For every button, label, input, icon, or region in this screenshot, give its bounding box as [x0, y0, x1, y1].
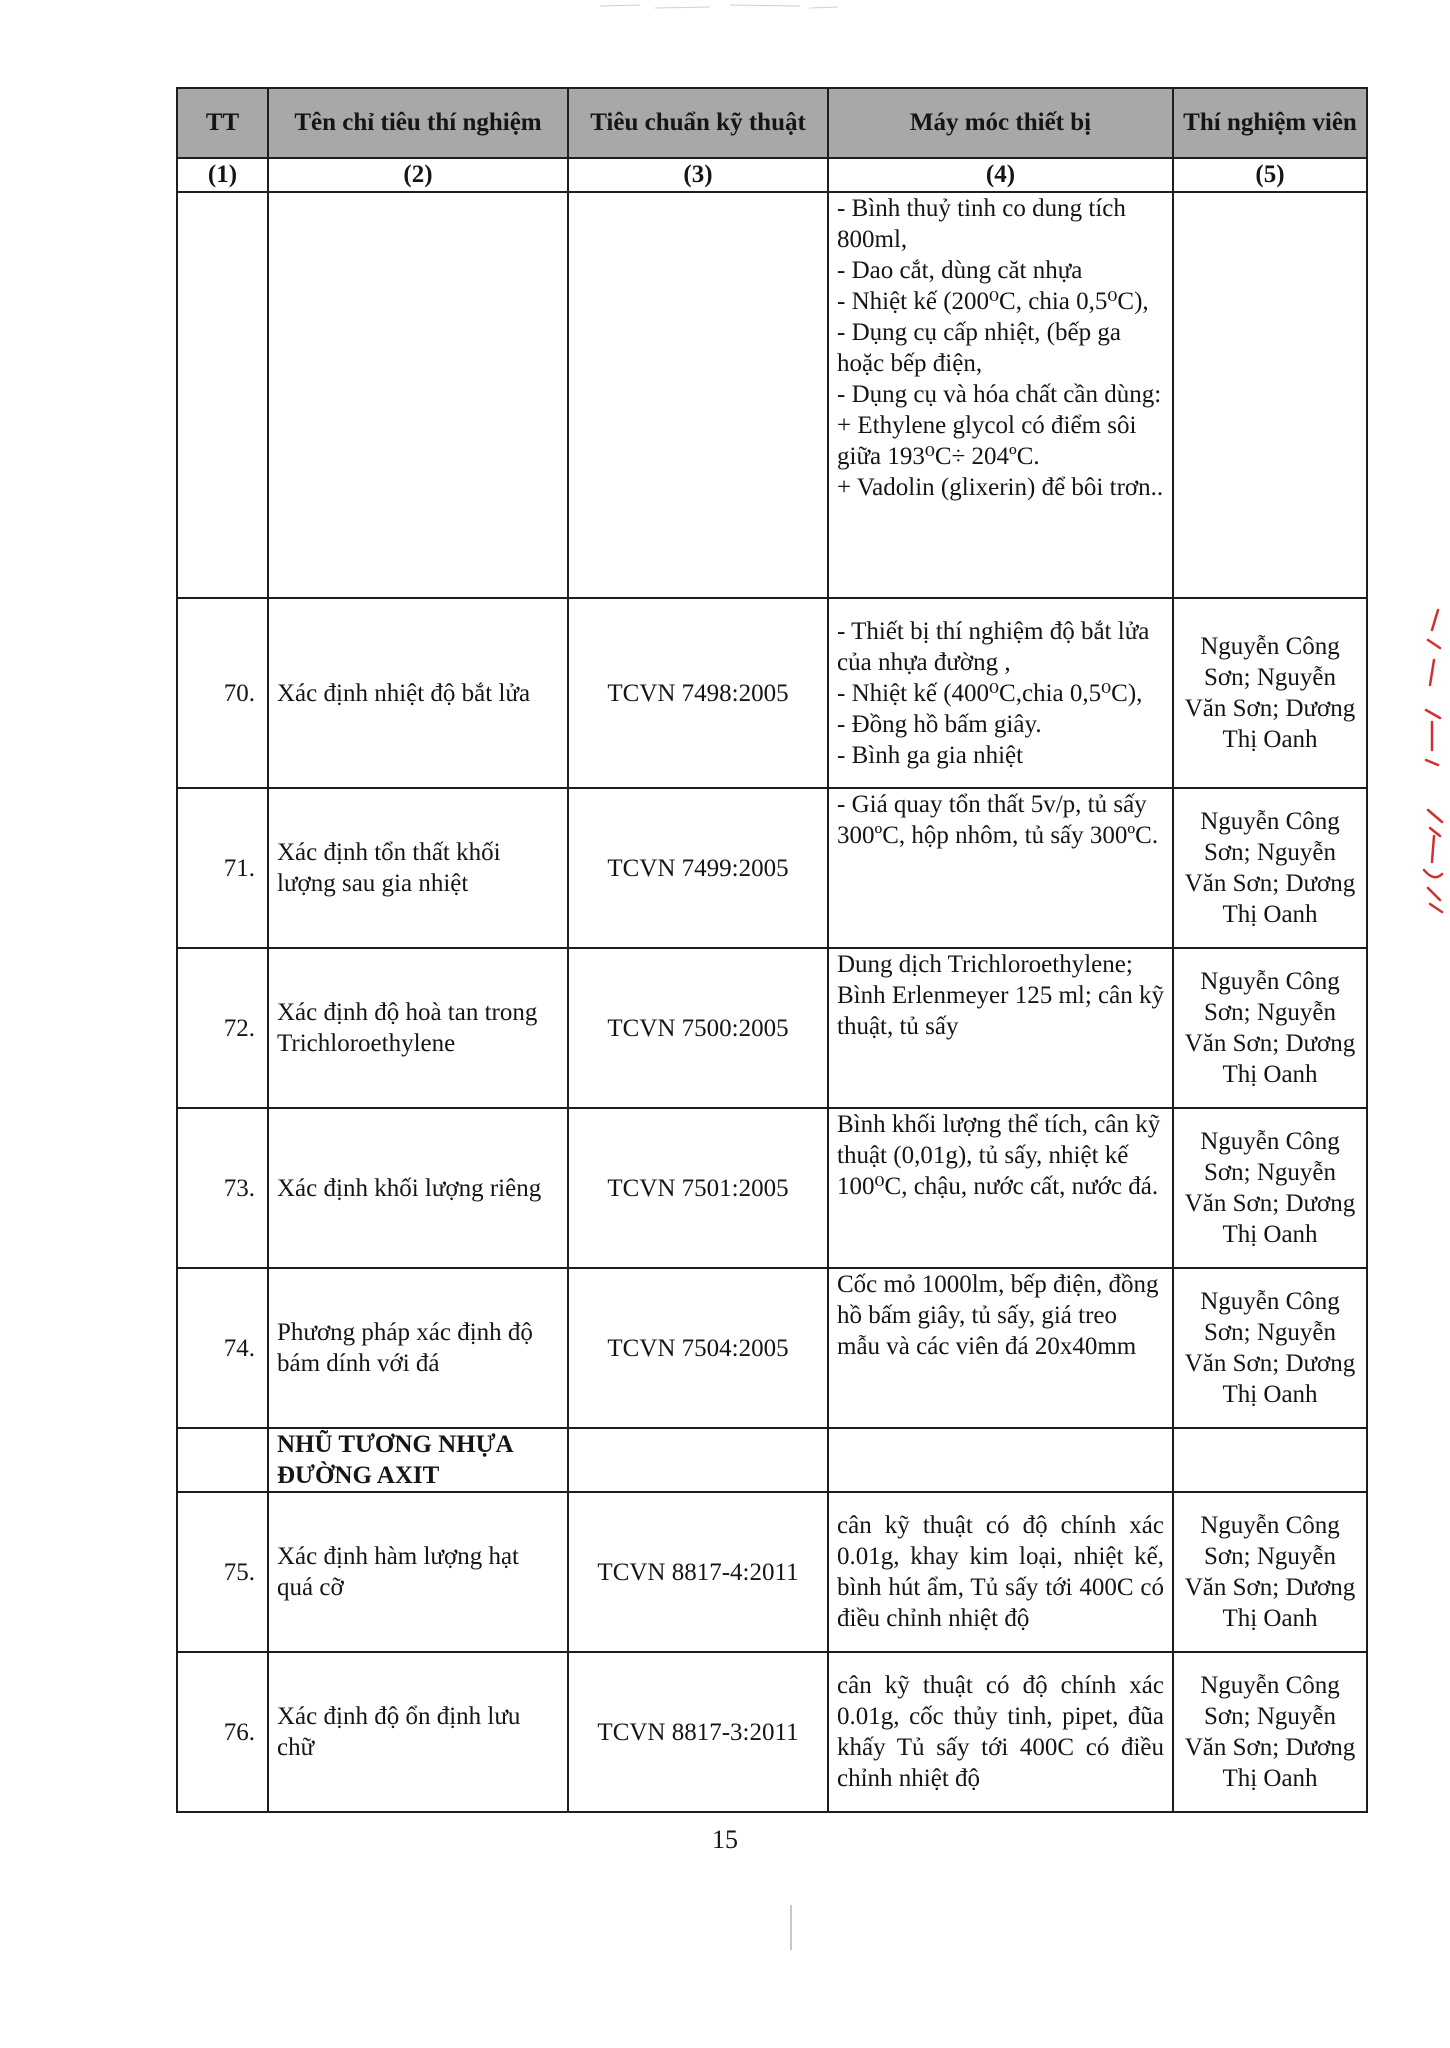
cell-technicians: Nguyễn Công Sơn; Nguyễn Văn Sơn; Dương Thị Oanh [1173, 1108, 1367, 1268]
equipment-line: - Bình thuỷ tinh co dung tích 800ml, [837, 195, 1126, 253]
cell-name: Xác định độ ổn định lưu chữ [268, 1652, 568, 1812]
cell-technicians [1173, 192, 1367, 598]
column-number: (3) [568, 158, 828, 192]
table-header-row [177, 88, 1367, 158]
cell-equipment [828, 1428, 1173, 1492]
cell-tt: 73. [177, 1108, 268, 1268]
cell-tt [177, 1428, 268, 1492]
cell-name: Xác định nhiệt độ bắt lửa [268, 598, 568, 788]
equipment-line: cân kỹ thuật có độ chính xác 0.01g, khay kim loại, nhiệt kế, bình hút ẩm, Tủ sấy tới 400C có điều chỉnh nhiệt độ [837, 1512, 1164, 1632]
cell-equipment [828, 788, 1173, 948]
red-stamp-fragment [1418, 600, 1446, 920]
cell-tt: 74. [177, 1268, 268, 1428]
equipment-line: Bình khối lượng thể tích, cân kỹ thuật (0,01g), tủ sấy, nhiệt kế 100⁰C, chậu, nước cất, nước đá. [837, 1111, 1161, 1200]
cell-standard: TCVN 7499:2005 [568, 788, 828, 948]
section-row [177, 1428, 1367, 1492]
column-number: (2) [268, 158, 568, 192]
cell-name: Xác định hàm lượng hạt quá cỡ [268, 1492, 568, 1652]
cell-equipment [828, 1652, 1173, 1812]
equipment-line: - Dao cắt, dùng căt nhựa [837, 257, 1083, 284]
table-row [177, 1492, 1367, 1652]
equipment-line: Dung dịch Trichloroethylene; Bình Erlenmeyer 125 ml; cân kỹ thuật, tủ sấy [837, 951, 1165, 1040]
cell-standard: TCVN 7504:2005 [568, 1268, 828, 1428]
cell-standard [568, 192, 828, 598]
scan-artifact [790, 1905, 792, 1950]
table-row [177, 788, 1367, 948]
cell-tt: 76. [177, 1652, 268, 1812]
cell-tt [177, 192, 268, 598]
cell-technicians: Nguyễn Công Sơn; Nguyễn Văn Sơn; Dương Thị Oanh [1173, 1492, 1367, 1652]
cell-equipment [828, 948, 1173, 1108]
cell-technicians: Nguyễn Công Sơn; Nguyễn Văn Sơn; Dương Thị Oanh [1173, 598, 1367, 788]
cell-tt: 70. [177, 598, 268, 788]
cell-name: Xác định khối lượng riêng [268, 1108, 568, 1268]
equipment-line: - Dụng cụ cấp nhiệt, (bếp ga hoặc bếp điện, [837, 319, 1121, 377]
cell-tt: 72. [177, 948, 268, 1108]
table-row [177, 948, 1367, 1108]
header-standard: Tiêu chuẩn kỹ thuật [568, 88, 828, 158]
header-equipment: Máy móc thiết bị [828, 88, 1173, 158]
table-column-numbers [177, 158, 1367, 192]
equipment-table [176, 87, 1368, 1813]
cell-equipment [828, 598, 1173, 788]
column-number: (5) [1173, 158, 1367, 192]
cell-standard [568, 1428, 828, 1492]
section-title: NHŨ TƯƠNG NHỰA ĐƯỜNG AXIT [268, 1428, 568, 1492]
header-tt: TT [177, 88, 268, 158]
table-row [177, 598, 1367, 788]
scan-artifact [600, 0, 840, 14]
cell-equipment [828, 1268, 1173, 1428]
table-row-continued [177, 192, 1367, 598]
column-number: (1) [177, 158, 268, 192]
equipment-line: - Thiết bị thí nghiệm độ bắt lửa của nhựa đường , [837, 617, 1150, 676]
page-number: 15 [712, 1825, 738, 1854]
cell-standard: TCVN 7498:2005 [568, 598, 828, 788]
equipment-line: - Giá quay tổn thất 5v/p, tủ sấy 300ºC, hộp nhôm, tủ sấy 300ºC. [837, 791, 1159, 849]
equipment-line: - Dụng cụ và hóa chất cần dùng: [837, 381, 1162, 408]
cell-tt: 71. [177, 788, 268, 948]
cell-standard: TCVN 7500:2005 [568, 948, 828, 1108]
cell-name: Xác định độ hoà tan trong Trichloroethylene [268, 948, 568, 1108]
header-test-name: Tên chỉ tiêu thí nghiệm [268, 88, 568, 158]
cell-technicians: Nguyễn Công Sơn; Nguyễn Văn Sơn; Dương Thị Oanh [1173, 788, 1367, 948]
equipment-line: cân kỹ thuật có độ chính xác 0.01g, cốc thủy tinh, pipet, đũa khấy Tủ sấy tới 400C có điều chỉnh nhiệt độ [837, 1672, 1164, 1792]
cell-technicians: Nguyễn Công Sơn; Nguyễn Văn Sơn; Dương Thị Oanh [1173, 1268, 1367, 1428]
cell-name [268, 192, 568, 598]
cell-equipment [828, 192, 1173, 598]
cell-name: Xác định tổn thất khối lượng sau gia nhiệt [268, 788, 568, 948]
equipment-line: - Nhiệt kế (400⁰C,chia 0,5⁰C), [837, 679, 1143, 707]
equipment-line: + Ethylene glycol có điểm sôi giữa 193⁰C÷ 204ºC. [837, 412, 1137, 470]
cell-standard: TCVN 8817-4:2011 [568, 1492, 828, 1652]
equipment-line: - Bình ga gia nhiệt [837, 741, 1024, 769]
equipment-line: - Đồng hồ bấm giây. [837, 710, 1042, 738]
cell-standard: TCVN 7501:2005 [568, 1108, 828, 1268]
table-row [177, 1652, 1367, 1812]
equipment-line: Cốc mỏ 1000lm, bếp điện, đồng hồ bấm giây, tủ sấy, giá treo mẫu và các viên đá 20x40mm [837, 1271, 1159, 1360]
table-row [177, 1268, 1367, 1428]
column-number: (4) [828, 158, 1173, 192]
cell-technicians [1173, 1428, 1367, 1492]
cell-equipment [828, 1492, 1173, 1652]
table-row [177, 1108, 1367, 1268]
equipment-line: + Vadolin (glixerin) để bôi trơn.. [837, 474, 1164, 501]
cell-tt: 75. [177, 1492, 268, 1652]
cell-equipment [828, 1108, 1173, 1268]
cell-technicians: Nguyễn Công Sơn; Nguyễn Văn Sơn; Dương Thị Oanh [1173, 1652, 1367, 1812]
equipment-line: - Nhiệt kế (200⁰C, chia 0,5⁰C), [837, 288, 1149, 315]
cell-standard: TCVN 8817-3:2011 [568, 1652, 828, 1812]
cell-name: Phương pháp xác định độ bám dính với đá [268, 1268, 568, 1428]
header-technicians: Thí nghiệm viên [1173, 88, 1367, 158]
cell-technicians: Nguyễn Công Sơn; Nguyễn Văn Sơn; Dương Thị Oanh [1173, 948, 1367, 1108]
